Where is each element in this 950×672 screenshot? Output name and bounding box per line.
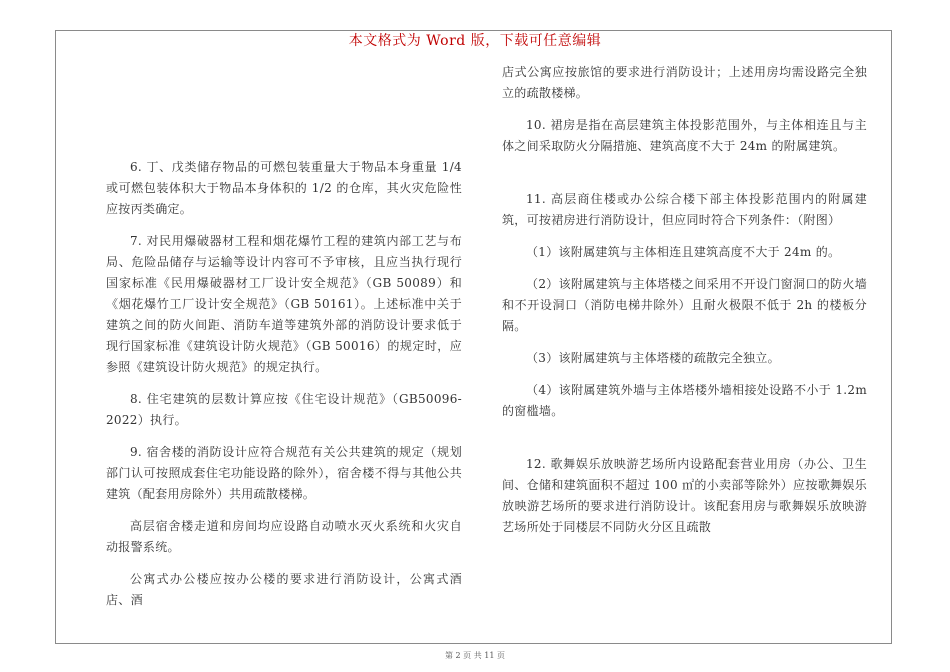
item-12-paragraph: 12. 歌舞娱乐放映游艺场所内设路配套营业用房（办公、卫生间、仓储和建筑面积不超过 100 ㎡的小卖部等除外）应按歌舞娱乐放映游艺场所的要求进行消防设计。该配套用房与歌舞娱乐放映游艺场所处于同楼层不同防火分区且疏散	[502, 457, 867, 534]
item-8-paragraph: 8. 住宅建筑的层数计算应按《住宅设计规范》（GB50096-2022）执行。	[106, 392, 462, 427]
item-11-paragraph: 11. 高层商住楼或办公综合楼下部主体投影范围内的附属建筑，可按裙房进行消防设计，但应同时符合下列条件：（附图）	[502, 192, 867, 227]
left-column	[106, 62, 462, 611]
condition-3: （3）该附属建筑与主体塔楼的疏散完全独立。	[526, 351, 780, 365]
item-9-paragraph: 9. 宿舍楼的消防设计应符合规范有关公共建筑的规定（规划部门认可按照成套住宅功能设路的除外），宿舍楼不得与其他公共建筑（配套用房除外）共用疏散楼梯。	[106, 445, 462, 501]
item-7-paragraph: 7. 对民用爆破器材工程和烟花爆竹工程的建筑内部工艺与布局、危险品储存与运输等设计内容可不予审核，且应当执行现行国家标准《民用爆破器材工厂设计安全规范》（GB 50089）和《烟花爆竹工厂设计安全规范》（GB 50161）。上述标准中关于建筑之间的防火间距、消防车道等建筑外部的消防设计要求低于现行国家标准《建筑设计防火规范》（GB 50016）的规定时，应参照《建筑设计防火规范》的规定执行。	[106, 234, 462, 374]
apartment-office-paragraph: 公寓式办公楼应按办公楼的要求进行消防设计，公寓式酒店、酒	[106, 572, 462, 607]
hotel-apartment-continuation: 店式公寓应按旅馆的要求进行消防设计；上述用房均需设路完全独立的疏散楼梯。	[502, 65, 867, 100]
page-number: 第 2 页 共 11 页	[445, 651, 505, 660]
item-10-paragraph: 10. 裙房是指在高层建筑主体投影范围外，与主体相连且与主体之间采取防火分隔措施、建筑高度不大于 24m 的附属建筑。	[502, 118, 867, 153]
condition-4: （4）该附属建筑外墙与主体塔楼外墙相接处设路不小于 1.2m 的窗槛墙。	[502, 383, 867, 418]
right-column	[502, 62, 867, 538]
condition-1: （1）该附属建筑与主体相连且建筑高度不大于 24m 的。	[526, 245, 841, 259]
item-6-paragraph: 6. 丁、戊类储存物品的可燃包装重量大于物品本身重量 1/4 或可燃包装体积大于物品本身体积的 1/2 的仓库，其火灾危险性应按丙类确定。	[106, 160, 462, 216]
condition-2: （2）该附属建筑与主体塔楼之间采用不开设门窗洞口的防火墙和不开设洞口（消防电梯井除外）且耐火极限不低于 2h 的楼板分隔。	[502, 277, 867, 333]
dorm-sprinkler-paragraph: 高层宿舍楼走道和房间均应设路自动喷水灭火系统和火灾自动报警系统。	[106, 519, 462, 554]
word-format-banner: 本文格式为 Word 版，下载可任意编辑	[348, 33, 602, 49]
